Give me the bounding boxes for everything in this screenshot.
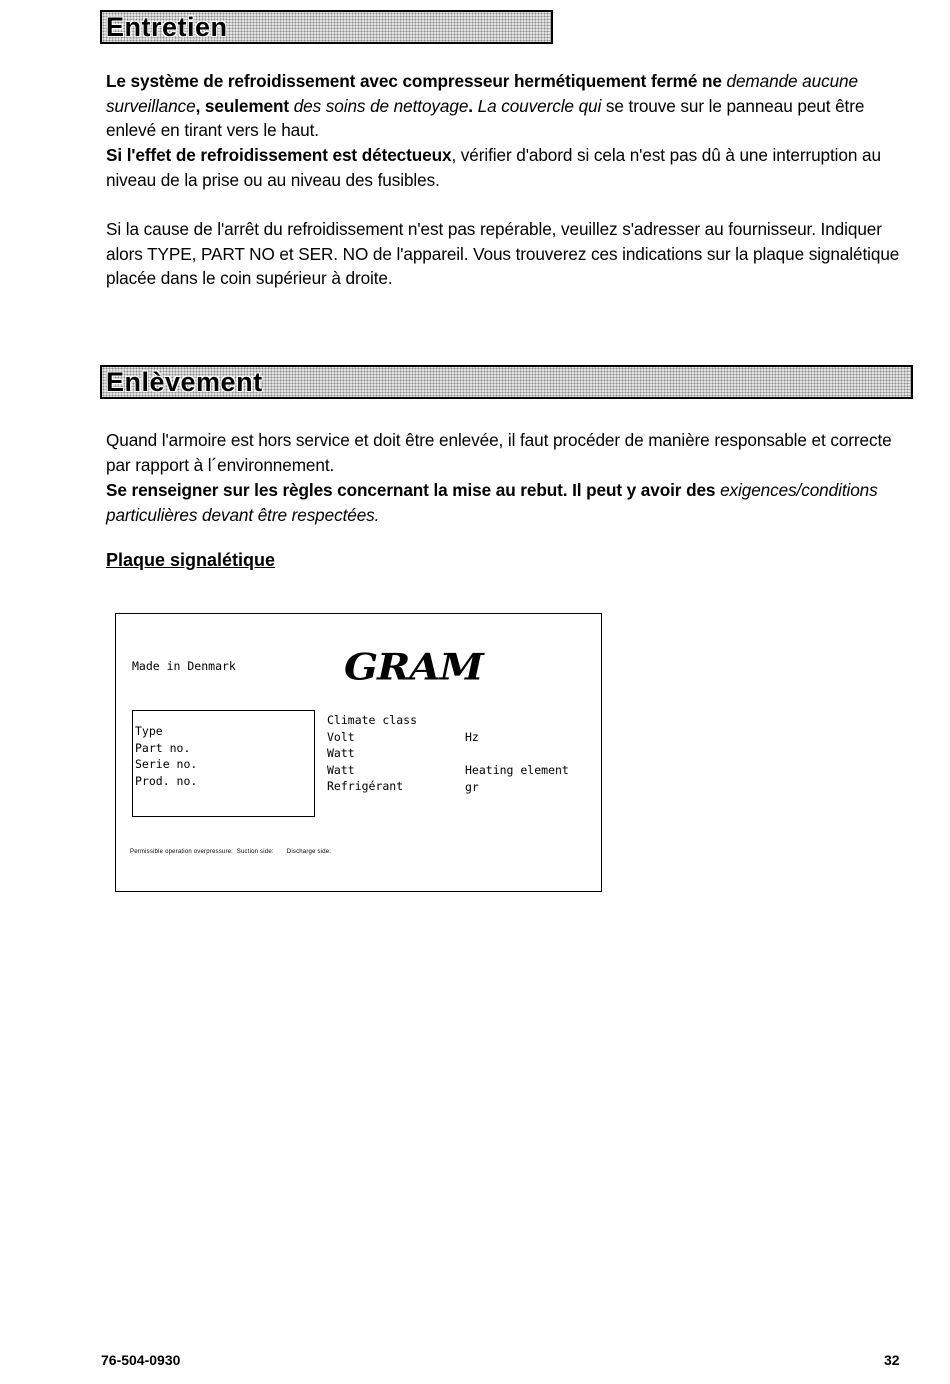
identification-labels <box>135 723 197 789</box>
gram-logo: GRAM <box>344 646 483 689</box>
document-number: 76-504-0930 <box>101 1352 181 1368</box>
text-run: , seulement <box>195 95 294 116</box>
page-number: 32 <box>884 1352 900 1368</box>
plate-line: Climate class <box>327 713 418 727</box>
text-run: , vérifier d'abord si cela n'est pas dû à une interruption au niveau de la prise ou au niveau des fusibles. <box>106 145 881 190</box>
plate-line <box>465 746 569 763</box>
plate-line: Hz <box>465 730 479 744</box>
text-run: demande aucune surveillance <box>106 71 858 116</box>
paragraph-enlevement-1 <box>106 428 911 477</box>
plate-line: Watt <box>327 746 355 760</box>
section-title-entretien: Entretien <box>106 12 228 42</box>
pressure-line: Permissible operation overpressure: Suction side: Discharge side: <box>130 849 332 855</box>
section-banner-entretien <box>100 10 553 44</box>
plate-line: Refrigérant <box>327 779 404 793</box>
paragraph-enlevement-2 <box>106 478 911 527</box>
rating-values <box>465 729 569 795</box>
plate-line: Prod. no. <box>135 773 198 788</box>
plate-line: Volt <box>327 729 355 744</box>
text-run: Le système de refroidissement avec compresseur hermétiquement fermé ne <box>106 71 727 91</box>
text-run: exigences/conditions particulières devant être respectées. <box>106 480 878 525</box>
plate-line: Watt <box>327 762 355 777</box>
text-run: se trouve sur le panneau peut être enlevé en tirant vers le haut. <box>106 95 865 141</box>
text-run: Si l'effet de refroidissement est détectueux <box>106 145 452 165</box>
identification-box <box>132 710 315 817</box>
rating-labels <box>327 712 417 795</box>
made-in-label: Made in Denmark <box>132 659 236 673</box>
section-banner-enlevement <box>100 365 913 399</box>
rating-plate-figure <box>115 613 602 892</box>
paragraph-entretien-1 <box>106 69 911 143</box>
text-run: La couvercle qui <box>477 95 606 116</box>
text-run: des soins de nettoyage <box>293 95 469 116</box>
plate-line: Type <box>135 724 163 738</box>
text-run: Si la cause de l'arrêt du refroidissement n'est pas repérable, veuillez s'adresser au fournisseur. Indiquer alors TYPE, PART NO et SER. NO de l'appareil. Vous trouverez ces indications sur la plaque signalétique placée dans le coin supérieur à droite. <box>106 219 900 289</box>
section-heading-plaque: Plaque signalétique <box>106 550 276 570</box>
text-run: . <box>468 95 478 116</box>
paragraph-entretien-2 <box>106 143 911 192</box>
text-run: Quand l'armoire est hors service et doit être enlevée, il faut procéder de manière responsable et correcte par rapport à l´environnement. <box>106 430 892 475</box>
plate-line: gr <box>465 779 479 794</box>
section-title-enlevement: Enlèvement <box>106 367 263 397</box>
text-run: Se renseigner sur les règles concernant la mise au rebut. Il peut y avoir des <box>106 480 721 500</box>
plate-line: Part no. <box>135 740 191 755</box>
paragraph-entretien-3 <box>106 217 911 291</box>
plate-line: Serie no. <box>135 757 198 771</box>
plate-line: Heating element <box>465 763 569 777</box>
